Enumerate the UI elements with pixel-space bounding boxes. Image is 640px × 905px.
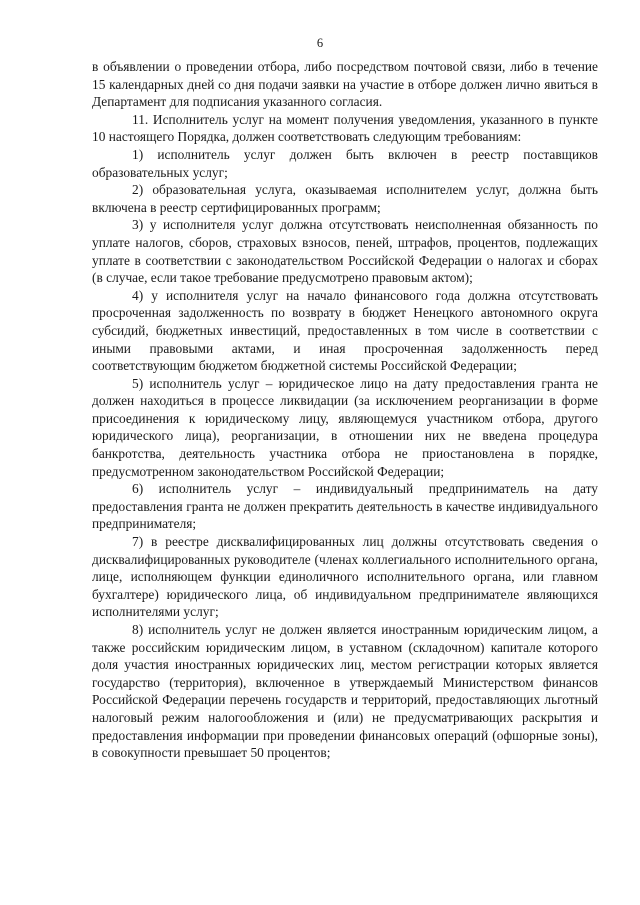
paragraph-item-7: 7) в реестре дисквалифицированных лиц должны отсутствовать сведения о дисквалифицированных руководителе (членах коллегиального исполнительного органа, лице, исполняющем функции единоличного исполнительного органа, или главном бухгалтере) юридического лица, об индивидуальном предпринимателе являющихся исполнителями услуг;: [92, 534, 598, 620]
paragraph-item-8: 8) исполнитель услуг не должен является иностранным юридическим лицом, а также российским юридическим лицом, в уставном (складочном) капитале которого доля участия иностранных юридических лиц, местом регистрации которых является государство (территория), включенное в утверждаемый Министерством финансов Российской Федерации перечень государств и территорий, предоставляющих льготный налоговый режим налогообложения и (или) не предусматривающих раскрытия и предоставления информации при проведении финансовых операций (офшорные зоны), в совокупности превышает 50 процентов;: [92, 622, 598, 761]
paragraph-item-6: 6) исполнитель услуг – индивидуальный предприниматель на дату предоставления гранта не должен прекратить деятельность в качестве индивидуального предпринимателя;: [92, 481, 598, 532]
paragraph-item-5: 5) исполнитель услуг – юридическое лицо на дату предоставления гранта не должен находиться в процессе ликвидации (за исключением реорганизации в форме присоединения к юридическому лицу, являющемуся участником отбора, другого юридического лица), реорганизации, в отношении них не введена процедура банкротства, деятельность участника отбора не приостановлена в порядке, предусмотренном законодательством Российской Федерации;: [92, 375, 598, 479]
paragraph-item-4: 4) у исполнителя услуг на начало финансового года должна отсутствовать просроченная задолженность по возврату в бюджет Ненецкого автономного округа субсидий, бюджетных инвестиций, предоставленных в том числе в соответствии с иными правовыми актами, и иная просроченная задолженность перед соответствующим бюджетом бюджетной системы Российской Федерации;: [92, 287, 598, 374]
paragraph-item-2: 2) образовательная услуга, оказываемая исполнителем услуг, должна быть включена в реестр сертифицированных программ;: [92, 182, 598, 215]
page-number: 6: [316, 36, 324, 50]
document-body: [92, 58, 598, 762]
paragraph-continuation: в объявлении о проведении отбора, либо посредством почтовой связи, либо в течение 15 календарных дней со дня подачи заявки на участие в отборе должен лично явиться в Департамент для подписания указанного согласия.: [92, 59, 598, 110]
paragraph-clause-11: 11. Исполнитель услуг на момент получения уведомления, указанного в пункте 10 настоящего Порядка, должен соответствовать следующим требованиям:: [92, 111, 598, 145]
paragraph-item-1: 1) исполнитель услуг должен быть включен в реестр поставщиков образовательных услуг;: [92, 146, 598, 180]
paragraph-item-3: 3) у исполнителя услуг должна отсутствовать неисполненная обязанность по уплате налогов, сборов, страховых взносов, пеней, штрафов, процентов, подлежащих уплате в соответствии с законодательством Российской Федерации о налогах и сборах (в случае, если такое требование предусмотрено правовым актом);: [92, 217, 598, 286]
